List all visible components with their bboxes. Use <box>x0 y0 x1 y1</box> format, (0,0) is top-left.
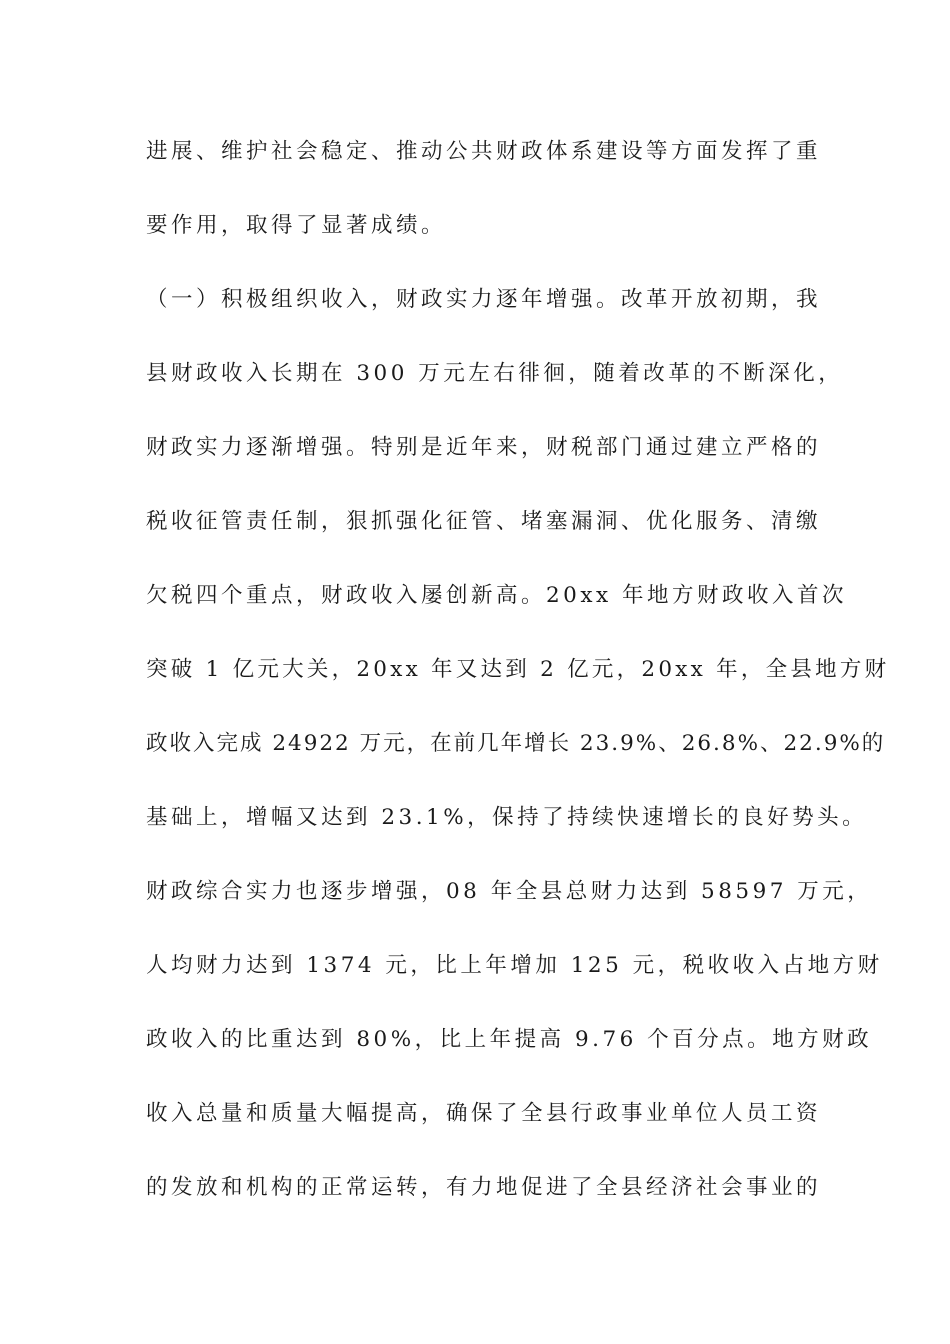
paragraph-line-12: 人均财力达到 1374 元，比上年增加 125 元，税收收入占地方财 <box>146 953 883 978</box>
paragraph-line-2: 要作用，取得了显著成绩。 <box>146 213 447 238</box>
paragraph-line-6: 税收征管责任制，狠抓强化征管、堵塞漏洞、优化服务、清缴 <box>146 509 822 534</box>
paragraph-line-1: 进展、维护社会稳定、推动公共财政体系建设等方面发挥了重 <box>146 139 822 164</box>
paragraph-line-8: 突破 1 亿元大关，20xx 年又达到 2 亿元，20xx 年，全县地方财 <box>146 657 890 682</box>
paragraph-line-5: 财政实力逐渐增强。特别是近年来，财税部门通过建立严格的 <box>146 435 822 460</box>
paragraph-line-11: 财政综合实力也逐步增强，08 年全县总财力达到 58597 万元， <box>146 879 873 904</box>
paragraph-line-14: 收入总量和质量大幅提高，确保了全县行政事业单位人员工资 <box>146 1101 822 1126</box>
paragraph-line-15: 的发放和机构的正常运转，有力地促进了全县经济社会事业的 <box>146 1175 822 1200</box>
paragraph-line-4: 县财政收入长期在 300 万元左右徘徊，随着改革的不断深化， <box>146 361 844 386</box>
paragraph-line-7: 欠税四个重点，财政收入屡创新高。20xx 年地方财政收入首次 <box>146 583 847 608</box>
paragraph-line-9: 政收入完成 24922 万元，在前几年增长 23.9%、26.8%、22.9%的 <box>146 731 886 756</box>
paragraph-line-3: （一）积极组织收入，财政实力逐年增强。改革开放初期，我 <box>146 287 822 312</box>
paragraph-line-13: 政收入的比重达到 80%，比上年提高 9.76 个百分点。地方财政 <box>146 1027 873 1052</box>
paragraph-line-10: 基础上，增幅又达到 23.1%，保持了持续快速增长的良好势头。 <box>146 805 868 830</box>
